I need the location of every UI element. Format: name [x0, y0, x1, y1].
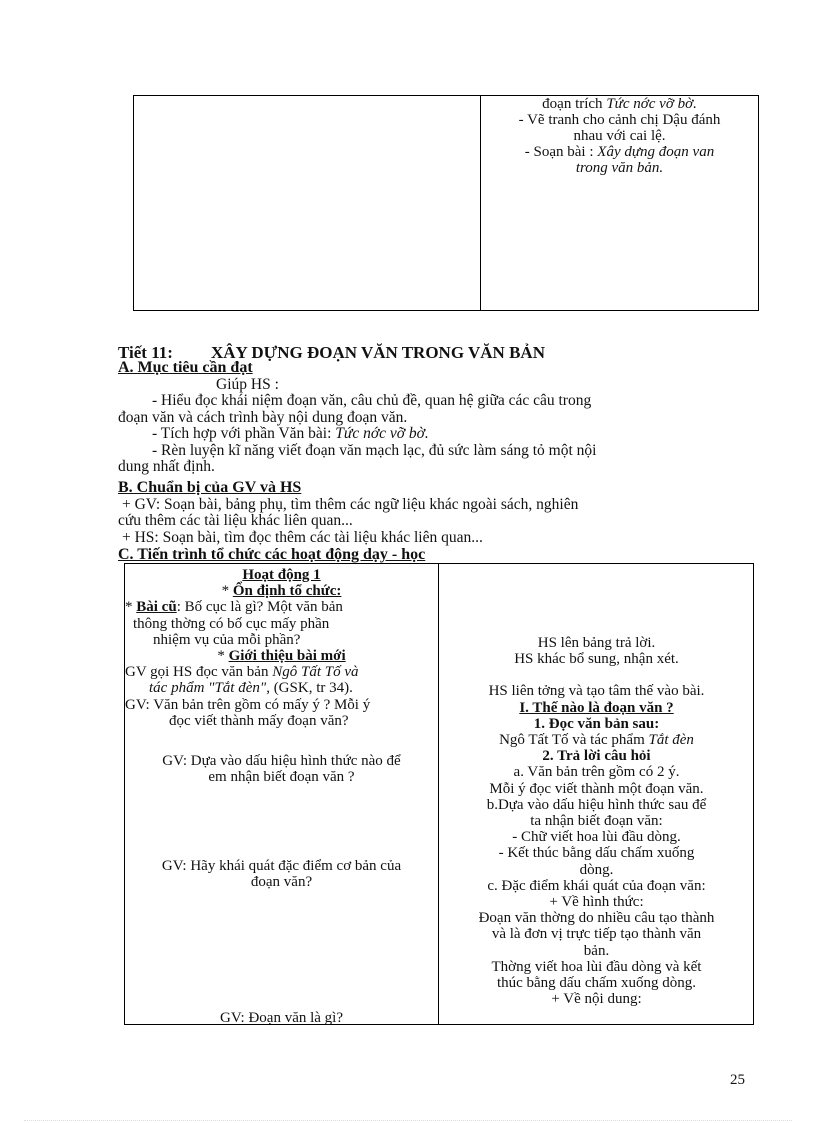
r16: + Về hình thức:	[549, 894, 644, 911]
tt-line4b: Xây dựng đoạn van	[597, 144, 715, 160]
lesson-label: Tiết 11:	[118, 343, 173, 362]
left-block-1	[125, 567, 438, 729]
r12: - Chữ viết hoa lùi đầu dòng.	[512, 829, 681, 846]
r18: và là đơn vị trực tiếp tạo thành văn	[491, 926, 702, 943]
r21: thúc bằng dấu chấm xuống dòng.	[496, 975, 697, 992]
tt-line5: trong văn bản.	[575, 160, 664, 176]
baicu-star: *	[125, 599, 137, 616]
gv1-ref: , (GSK, tr 34).	[266, 680, 353, 697]
r2: HS khác bổ sung, nhận xét.	[514, 651, 679, 668]
gv3-line2: em nhận biết đoạn văn ?	[208, 769, 355, 786]
gv3-line1: GV: Dựa vào dấu hiệu hình thức nào để	[162, 753, 401, 769]
section-a-p3: - Rèn luyện kĩ năng viết đoạn văn mạch lạc, đủ sức làm sáng tỏ một nội	[152, 441, 597, 459]
r7: 2. Trả lời câu hỏi	[542, 748, 651, 765]
baicu-text: : Bố cục là gì? Một văn bản	[176, 599, 343, 616]
r15: c. Đặc điểm khái quát của đoạn văn:	[487, 877, 706, 894]
ondinh-label: Ổn định tổ chức:	[232, 583, 342, 600]
baicu-line3: nhiệm vụ của mỗi phần?	[153, 631, 301, 648]
r13: - Kết thúc bằng dấu chấm xuống	[498, 845, 695, 862]
section-a-intro: Giúp HS :	[216, 375, 279, 393]
r5: 1. Đọc văn bản sau:	[533, 715, 660, 732]
lesson-title: XÂY DỰNG ĐOẠN VĂN TRONG VĂN BẢN	[210, 343, 545, 362]
left-block-3	[125, 858, 438, 890]
top-table	[133, 95, 759, 311]
section-a-p1b: đoạn văn và cách trình bày nội dung đoạn văn.	[118, 408, 408, 426]
gioithieu-label: Giới thiệu bài mới	[228, 648, 346, 665]
gioithieu-star: *	[217, 648, 229, 665]
section-a-p2b: Tức nớc vỡ bờ.	[335, 425, 429, 442]
section-b	[118, 480, 728, 546]
left-block-2	[125, 753, 438, 785]
r11: ta nhận biết đoạn văn:	[530, 813, 663, 830]
r10: b.Dựa vào dấu hiệu hình thức sau để	[486, 796, 707, 813]
gv4-line1: GV: Hãy khái quát đặc điểm cơ bản của	[161, 858, 402, 874]
left-block-4	[125, 1010, 438, 1026]
ondinh-star: *	[221, 583, 233, 600]
top-table-right-cell	[481, 96, 758, 176]
tt-line1b: Tức nớc vỡ bờ.	[606, 96, 697, 112]
r19: bản.	[583, 942, 610, 959]
tt-line1a: đoạn trích	[542, 96, 607, 112]
r3: HS liên tởng và tạo tâm thế vào bài.	[488, 683, 705, 700]
gv1-work: tác phẩm "Tắt đèn"	[149, 680, 267, 697]
page-number: 25	[730, 1072, 745, 1088]
r22: + Về nội dung:	[551, 991, 642, 1008]
section-a-p3b: dung nhất định.	[118, 458, 215, 475]
section-b-hs: + HS: Soạn bài, tìm đọc thêm các tài liệu khác liên quan...	[122, 528, 483, 546]
r6a: Ngô Tất Tố và tác phẩm	[499, 732, 649, 749]
gv4-line2: đoạn văn?	[250, 874, 313, 891]
section-a-p2a: - Tích hợp với phần Văn bài:	[152, 425, 336, 442]
section-b-heading: B. Chuẩn bị của GV và HS	[118, 479, 302, 496]
section-a	[118, 360, 728, 476]
r4: I. Thế nào là đoạn văn ?	[519, 699, 674, 716]
r17: Đoạn văn thờng do nhiều câu tạo thành	[478, 910, 715, 927]
r6b: Tắt đèn	[648, 732, 694, 749]
section-b-gv: + GV: Soạn bài, bảng phụ, tìm thêm các ngữ liệu khác ngoài sách, nghiên	[122, 495, 579, 513]
section-c-heading: C. Tiến trình tổ chức các hoạt động dạy - học	[118, 546, 426, 563]
gv5: GV: Đoạn văn là gì?	[219, 1010, 344, 1026]
gv2-line1: GV: Văn bản trên gồm có mấy ý ? Mỗi ý	[125, 696, 371, 713]
page-bottom-rule	[24, 1120, 792, 1121]
section-a-p1: - Hiểu đọc khái niệm đoạn văn, câu chủ đề, quan hệ giữa các câu trong	[152, 392, 592, 409]
tt-line3: nhau với cai lệ.	[573, 128, 666, 144]
section-a-heading: A. Mục tiêu cần đạt	[118, 359, 253, 376]
activity-1-heading: Hoạt động 1	[242, 567, 321, 583]
r9: Mỗi ý đọc viết thành một đoạn văn.	[489, 780, 704, 797]
gv1-text: GV gọi HS đọc văn bản	[125, 664, 273, 681]
gv2-line2: đọc viết thành mấy đoạn văn?	[169, 712, 349, 729]
tt-line4a: - Soạn bài :	[524, 144, 598, 160]
activity-table	[124, 563, 754, 1025]
r20: Thờng viết hoa lùi đầu dòng và kết	[491, 958, 702, 975]
baicu-label: Bài cũ	[136, 599, 177, 616]
r1: HS lên bảng trả lời.	[537, 635, 656, 651]
r14: dòng.	[579, 861, 614, 878]
right-block	[439, 635, 754, 1007]
gv1-italic: Ngô Tất Tố và	[272, 664, 359, 681]
tt-line2: - Vẽ tranh cho cảnh chị Dậu đánh	[518, 112, 721, 128]
section-c	[118, 547, 728, 564]
section-b-gv2: cứu thêm các tài liệu khác liên quan...	[118, 512, 353, 529]
baicu-line2: thông thờng có bố cục mấy phần	[133, 615, 330, 632]
r8: a. Văn bản trên gồm có 2 ý.	[513, 764, 680, 781]
